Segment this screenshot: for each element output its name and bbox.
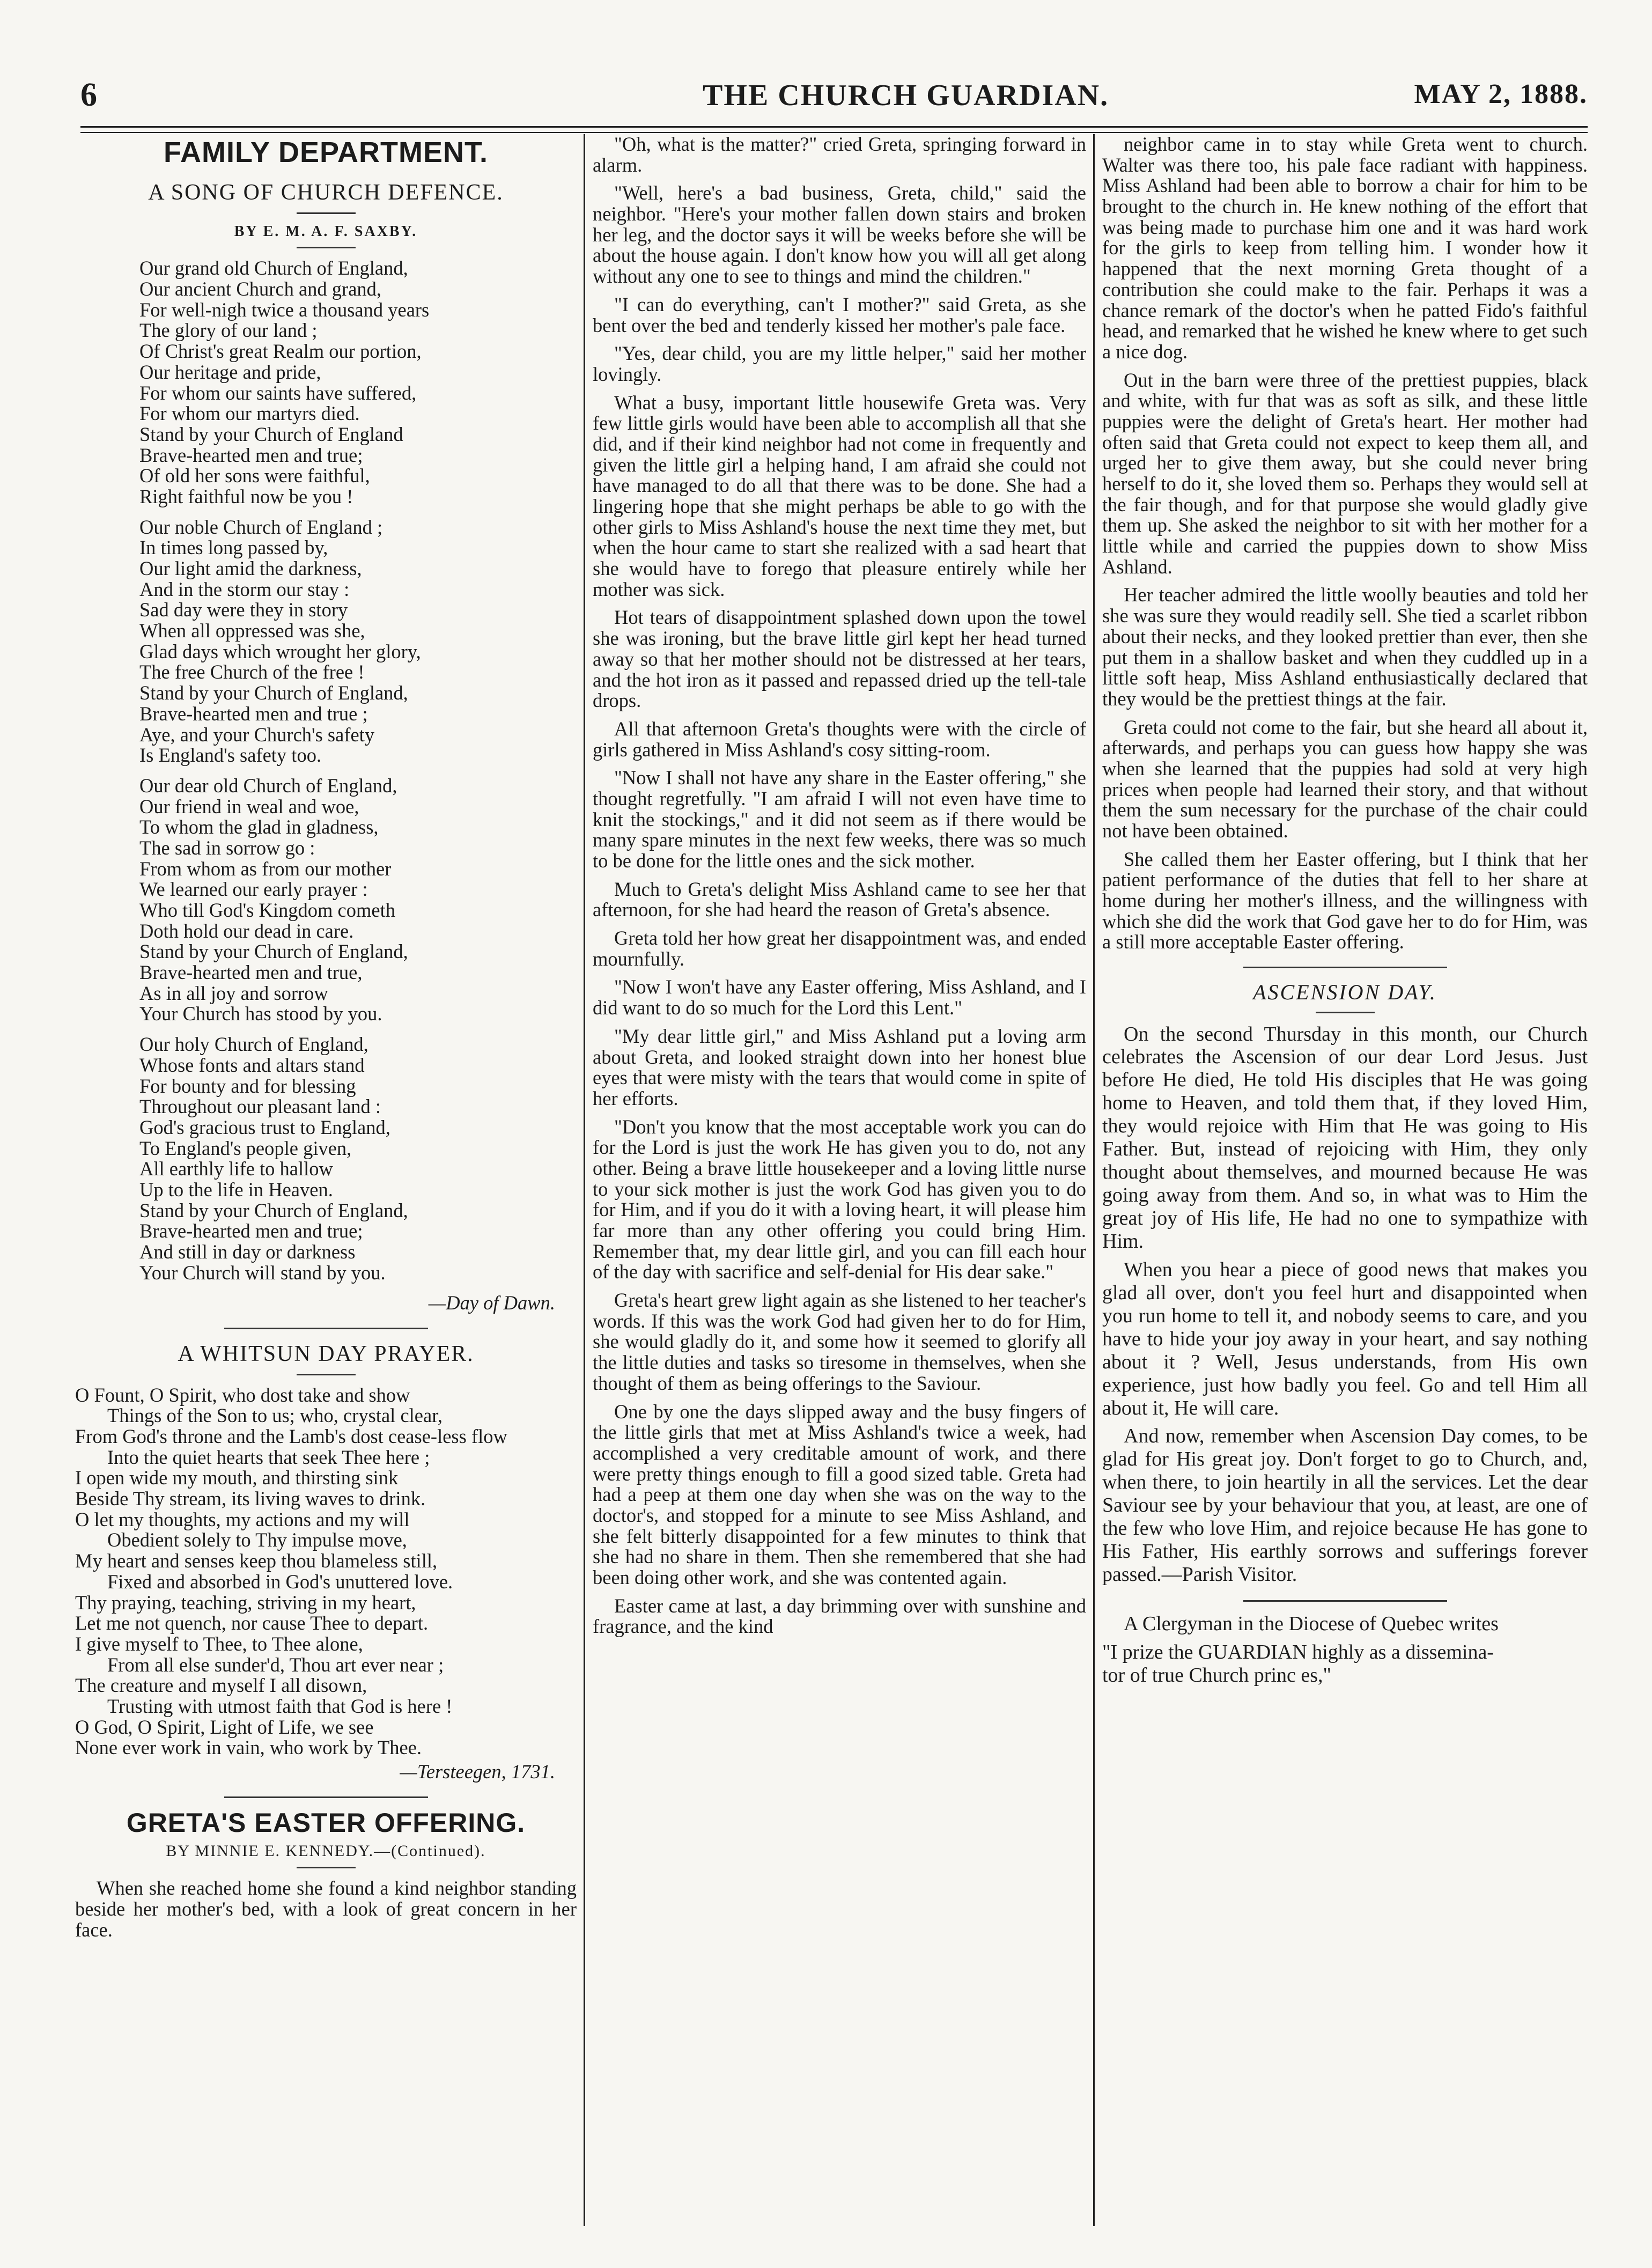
story-text-col1 xyxy=(75,1878,577,1940)
verse-line: For bounty and for blessing xyxy=(139,1074,356,1097)
prayer-title: A WHITSUN DAY PRAYER. xyxy=(178,1342,474,1367)
paragraph: "Now I won't have any Easter offering, Miss Ashland, and I did want to do so much for the Lord this Lent." xyxy=(593,976,1086,1019)
verse-line: For well-nigh twice a thousand years xyxy=(139,298,430,321)
verse-line: Our holy Church of England, xyxy=(139,1033,368,1056)
verse-line: And still in day or darkness xyxy=(139,1241,356,1263)
song-byline: BY E. M. A. F. SAXBY. xyxy=(234,223,418,240)
note-line: "I prize the GUARDIAN highly as a dissemina- xyxy=(1102,1640,1494,1663)
verse-line: O Fount, O Spirit, who dost take and show xyxy=(75,1383,410,1406)
verse-line: When all oppressed was she, xyxy=(139,620,365,642)
ascension-body xyxy=(1102,1023,1588,1587)
verse-line: Our noble Church of England ; xyxy=(139,516,383,538)
rule xyxy=(1243,967,1447,968)
verse-line: O let my thoughts, my actions and my will xyxy=(75,1508,410,1530)
column-divider xyxy=(1093,134,1095,2226)
paragraph: "Yes, dear child, you are my little helper," said her mother lovingly. xyxy=(593,342,1086,385)
verse-line: Stand by your Church of England xyxy=(139,423,403,445)
verse-line: Whose fonts and altars stand xyxy=(139,1054,365,1076)
prayer-attribution: —Tersteegen, 1731. xyxy=(400,1761,555,1783)
verse-line: From God's throne and the Lamb's dost cease-less flow xyxy=(75,1425,507,1447)
verse-line: Right faithful now be you ! xyxy=(139,485,353,507)
verse-line: In times long passed by, xyxy=(139,536,328,559)
newspaper-title: THE CHURCH GUARDIAN. xyxy=(703,79,1109,112)
verse-line: Our dear old Church of England, xyxy=(139,774,397,797)
verse-line: Aye, and your Church's safety xyxy=(139,723,375,746)
verse-line: Of Christ's great Realm our portion, xyxy=(139,340,422,363)
paragraph: "Oh, what is the matter?" cried Greta, springing forward in alarm. xyxy=(593,134,1086,176)
verse-line: Things of the Son to us; who, crystal clear, xyxy=(107,1404,443,1427)
column-divider xyxy=(584,134,585,2226)
paragraph: Her teacher admired the little woolly beauties and told her she was sure they would readily sell. She tied a scarlet ribbon about their necks, and they looked prettier than ever, then she put them in a shallow basket and when they cuddled up in a little soft heap, Miss Ashland enthusiastically declared that they would be the prettiest things at the fair. xyxy=(1102,584,1588,710)
verse-line: Doth hold our dead in care. xyxy=(139,919,354,942)
verse-line: Up to the life in Heaven. xyxy=(139,1178,333,1201)
note-line: A Clergyman in the Diocese of Quebec writes xyxy=(1124,1612,1499,1636)
verse-line: Stand by your Church of England, xyxy=(139,940,408,963)
verse-line: Brave-hearted men and true, xyxy=(139,961,363,984)
verse-line: Is England's safety too. xyxy=(139,744,322,767)
verse-line: Obedient solely to Thy impulse move, xyxy=(107,1529,407,1551)
story-title: GRETA'S EASTER OFFERING. xyxy=(126,1807,526,1838)
paragraph: Hot tears of disappointment splashed down upon the towel she was ironing, but the brave little girl kept her head turned away so that her mother should not be distressed at her tears, and the hot iron as it passed and repassed dried up the tell-tale drops. xyxy=(593,606,1086,712)
verse-line: All earthly life to hallow xyxy=(139,1158,333,1180)
verse-line: As in all joy and sorrow xyxy=(139,982,328,1004)
paragraph: Greta could not come to the fair, but she heard all about it, afterwards, and perhaps you can guess how happy she was when she learned that the puppies had sold at very high prices when people had learned their story, and that without them the sum necessary for the purchase of the chair could not have been obtained. xyxy=(1102,716,1588,842)
verse-line: O God, O Spirit, Light of Life, we see xyxy=(75,1715,374,1738)
rule xyxy=(297,1867,356,1868)
header-rule xyxy=(80,126,1588,133)
verse-line: My heart and senses keep thou blameless still, xyxy=(75,1550,438,1572)
song-stanza xyxy=(75,1034,577,1283)
column-3 xyxy=(1102,134,1588,2226)
prayer-body xyxy=(75,1385,577,1758)
verse-line: Let me not quench, nor cause Thee to depart. xyxy=(75,1612,429,1634)
paragraph: When she reached home she found a kind neighbor standing beside her mother's bed, with a look of great concern in her face. xyxy=(75,1877,577,1941)
paragraph: On the second Thursday in this month, our Church celebrates the Ascension of our dear Lord Jesus. Just before He died, He told His disciples that He was going home to Heaven, and told them that, if they loved Him, they would rejoice with Him that He was going to His Father. But, instead of rejoicing with Him, they only thought about themselves, and mourned because He was going away from them. And so, in what was to Him the great joy of His life, He had no one to sympathize with Him. xyxy=(1102,1022,1588,1253)
rule xyxy=(224,1796,428,1798)
verse-line: Our grand old Church of England, xyxy=(139,257,408,279)
verse-line: We learned our early prayer : xyxy=(139,878,368,901)
paragraph: She called them her Easter offering, but I think that her patient performance of the duties that fell to her share at home during her mother's illness, and the willingness with which she did the work that God gave her to do for Him, was a still more acceptable Easter offering. xyxy=(1102,848,1588,953)
rule xyxy=(297,247,356,248)
verse-line: From whom as from our mother xyxy=(139,857,392,880)
paragraph: "My dear little girl," and Miss Ashland put a loving arm about Greta, and looked straight down into her honest blue eyes that were misty with the tears that would come in spite of her efforts. xyxy=(593,1025,1086,1109)
page-number: 6 xyxy=(80,77,97,113)
song-stanza xyxy=(75,258,577,507)
song-body xyxy=(75,258,577,1283)
paragraph: Out in the barn were three of the prettiest puppies, black and white, with fur that was as soft as silk, and these little puppies were the delight of Greta's heart. Her mother had often said that Greta could not expect to keep them all, and urged her to give them away, but she could never bring herself to do it, she loved them so. Perhaps they would sell at the fair though, and for that purpose she would gladly give them up. She asked the neighbor to sit with her mother for a little while and carried the puppies down to show Miss Ashland. xyxy=(1102,369,1588,578)
verse-line: God's gracious trust to England, xyxy=(139,1116,390,1138)
verse-line: The glory of our land ; xyxy=(139,319,318,342)
verse-line: Our heritage and pride, xyxy=(139,360,321,383)
ascension-title: ASCENSION DAY. xyxy=(1253,980,1437,1005)
paragraph: "I can do everything, can't I mother?" said Greta, as she bent over the bed and tenderly kissed her mother's pale face. xyxy=(593,293,1086,336)
song-stanza xyxy=(75,776,577,1025)
paragraph: All that afternoon Greta's thoughts were with the circle of girls gathered in Miss Ashland's cosy sitting-room. xyxy=(593,717,1086,761)
verse-line: Thy praying, teaching, striving in my heart, xyxy=(75,1591,416,1614)
song-title: A SONG OF CHURCH DEFENCE. xyxy=(148,180,504,205)
verse-line: Brave-hearted men and true; xyxy=(139,444,363,466)
verse-line: Our light amid the darkness, xyxy=(139,557,362,580)
verse-line: To whom the glad in gladness, xyxy=(139,816,379,838)
verse-line: I give myself to Thee, to Thee alone, xyxy=(75,1632,363,1655)
paragraph: "Don't you know that the most acceptable work you can do for the Lord is just the work He has given you to do, not any other. Being a brave little housekeeper and a loving little nurse to your sick mother is just the work God has given you to do for Him, and if you do it with a loving heart, it will please him far more than any other offering you could bring Him. Remember that, my dear little girl, and you can fill each hour of the day with sacrifice and self-denial for His dear sake." xyxy=(593,1115,1086,1283)
verse-line: Your Church will stand by you. xyxy=(139,1261,386,1284)
page-header xyxy=(80,70,1588,123)
rule xyxy=(297,212,356,214)
verse-line: To England's people given, xyxy=(139,1137,352,1159)
verse-line: I open wide my mouth, and thirsting sink xyxy=(75,1467,399,1489)
verse-line: And in the storm our stay : xyxy=(139,578,350,600)
paragraph: Much to Greta's delight Miss Ashland came to see her that afternoon, for she had heard the reason of Greta's absence. xyxy=(593,878,1086,921)
paragraph: When you hear a piece of good news that makes you glad all over, don't you feel hurt and disappointed when you run home to tell it, and nobody seems to care, and you have to hide your joy away in your heart, and say nothing about it ? Well, Jesus understands, from His own experience, just how badly you feel. Go and tell Him all about it, He will care. xyxy=(1102,1258,1588,1419)
paragraph: What a busy, important little housewife Greta was. Very few little girls would have been able to accomplish all that she did, and if their kind neighbor had not come in frequently and given the little girl a helping hand, I am afraid she could not have managed to do all that there was to be done. She had a lingering hope that she might perhaps be able to go with the other girls to Miss Ashland's house the next time they met, but when the hour came to start she realized with a sad heart that she would have to forego that pleasure entirely while her mother was sick. xyxy=(593,391,1086,600)
paragraph: And now, remember when Ascension Day comes, to be glad for His great joy. Don't forget to go to Church, and, when there, to join heartily in all the services. Let the dear Saviour see by your behaviour that you, at least, are one of the few who love Him, and rejoice because He has gone to His Father, His earthly sorrows and sufferings forever passed.—Parish Visitor. xyxy=(1102,1425,1588,1586)
verse-line: The free Church of the free ! xyxy=(139,661,365,683)
rule xyxy=(224,1328,428,1329)
story-text-col3 xyxy=(1102,134,1588,953)
rule xyxy=(1316,1012,1375,1013)
verse-line: Into the quiet hearts that seek Thee here ; xyxy=(107,1446,430,1468)
verse-line: Sad day were they in story xyxy=(139,599,348,621)
paragraph: Easter came at last, a day brimming over with sunshine and fragrance, and the kind xyxy=(593,1594,1086,1638)
verse-line: Trusting with utmost faith that God is here ! xyxy=(107,1695,453,1717)
verse-line: None ever work in vain, who work by Thee. xyxy=(75,1736,422,1759)
department-heading: FAMILY DEPARTMENT. xyxy=(163,136,489,168)
paragraph: neighbor came in to stay while Greta went to church. Walter was there too, his pale face radiant with happiness. Miss Ashland had been able to borrow a chair for him to be brought to the church in. He knew nothing of the effort that was being made to purchase him one and it was hard work for the girls to keep from telling him. I wonder how it happened that the next morning Greta thought of a contribution she could make to the fair. Perhaps it was a chance remark of the doctor's when he patted Fido's faithful head, and remarked that he wished he knew where to get such a nice dog. xyxy=(1102,134,1588,363)
verse-line: Your Church has stood by you. xyxy=(139,1003,382,1025)
paragraph: Greta told her how great her disappointment was, and ended mournfully. xyxy=(593,927,1086,970)
column-1 xyxy=(75,134,577,2226)
story-byline: BY MINNIE E. KENNEDY.—(Continued). xyxy=(166,1842,486,1860)
verse-line: Our friend in weal and woe, xyxy=(139,795,359,818)
verse-line: Throughout our pleasant land : xyxy=(139,1095,381,1118)
verse-line: Glad days which wrought her glory, xyxy=(139,640,421,662)
verse-line: Stand by your Church of England, xyxy=(139,682,408,704)
rule xyxy=(297,1374,356,1375)
paragraph: "Well, here's a bad business, Greta, child," said the neighbor. "Here's your mother fallen down stairs and broken her leg, and the doctor says it will be weeks before she will be about the house again. I don't know how you will all get along without any one to see to things and mind the children." xyxy=(593,182,1086,288)
paragraph: Greta's heart grew light again as she listened to her teacher's words. If this was the work God had given her to do for Him, she would gladly do it, and some how it seemed to glorify all the little duties and tasks so tiresome in themselves, when she thought of them as being offerings to the Saviour. xyxy=(593,1289,1086,1394)
verse-line: Who till God's Kingdom cometh xyxy=(139,899,395,922)
story-text-col2 xyxy=(593,134,1086,1637)
verse-line: Our ancient Church and grand, xyxy=(139,278,382,300)
verse-line: Brave-hearted men and true ; xyxy=(139,702,368,725)
verse-line: The creature and myself I all disown, xyxy=(75,1674,367,1697)
paragraph: "Now I shall not have any share in the Easter offering," she thought regretfully. "I am afraid I will not even have time to knit the stockings," and it did not seem as if there would be many spare minutes in the next few weeks, there was so much to be done for the little ones and the sick mother. xyxy=(593,767,1086,872)
note-line: tor of true Church princ es," xyxy=(1102,1663,1332,1687)
rule xyxy=(1243,1600,1447,1602)
issue-date: MAY 2, 1888. xyxy=(1414,79,1588,109)
verse-line: From all else sunder'd, Thou art ever near ; xyxy=(107,1653,444,1676)
verse-line: Fixed and absorbed in God's unuttered love. xyxy=(107,1570,453,1593)
column-2 xyxy=(593,134,1086,2226)
verse-line: For whom our martyrs died. xyxy=(139,402,360,425)
verse-line: Of old her sons were faithful, xyxy=(139,465,370,487)
verse-line: The sad in sorrow go : xyxy=(139,836,315,859)
paragraph: One by one the days slipped away and the busy fingers of the little girls that met at Miss Ashland's twice a week, had accomplished a very creditable amount of work, and there were pretty things enough to fill a good sized table. Greta had had a peep at them one day when she was on the way to the doctor's, and stopped for a minute to see Miss Ashland, and she felt bitterly disappointed for a few minutes to think that she had no share in them. Then she remembered that she had been doing other work, and she was contented again. xyxy=(593,1400,1086,1588)
verse-line: For whom our saints have suffered, xyxy=(139,381,417,404)
song-attribution: —Day of Dawn. xyxy=(428,1292,555,1314)
verse-line: Stand by your Church of England, xyxy=(139,1199,408,1221)
song-stanza xyxy=(75,517,577,766)
verse-line: Beside Thy stream, its living waves to drink. xyxy=(75,1488,426,1510)
verse-line: Brave-hearted men and true; xyxy=(139,1220,363,1242)
